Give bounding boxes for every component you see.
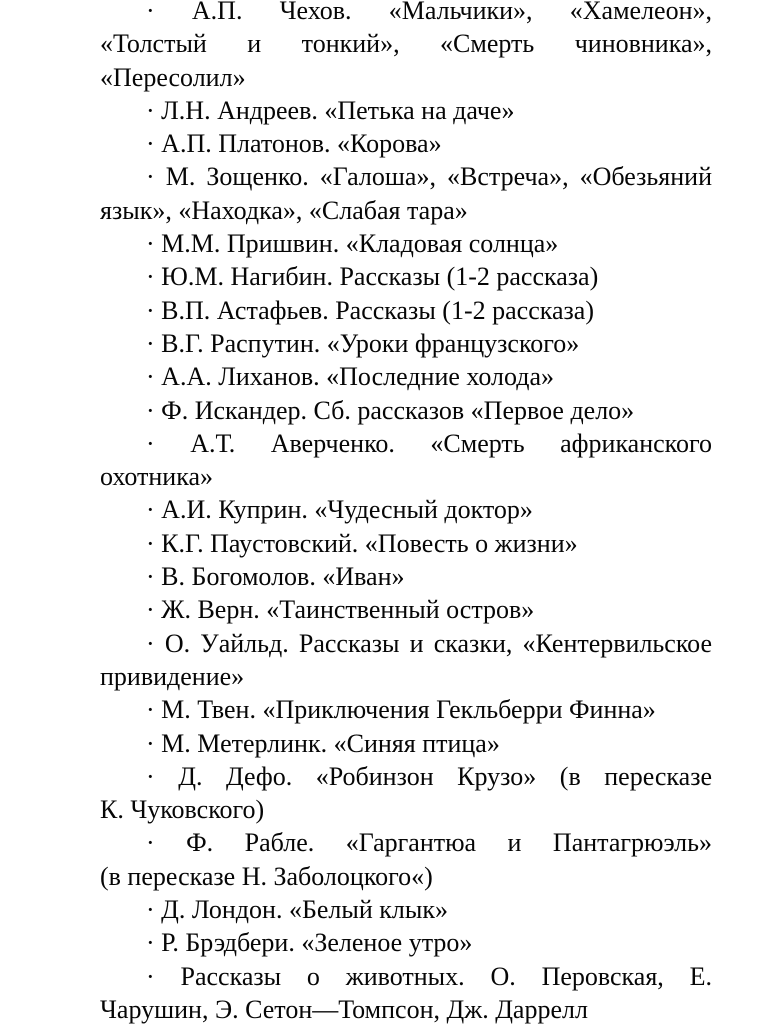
item-text: А.Т. Аверченко. «Смерть африканского — [190, 428, 712, 458]
list-item — [100, 94, 712, 127]
bullet-icon: · — [146, 362, 155, 392]
bullet-icon: · — [146, 595, 155, 625]
item-text: привидение» — [100, 661, 245, 691]
item-text: М. Метерлинк. «Синяя птица» — [161, 728, 500, 758]
list-line — [100, 27, 712, 60]
bullet-icon: · — [146, 229, 155, 259]
list-item — [100, 394, 712, 427]
bullet-icon: · — [146, 961, 155, 991]
item-text: А.А. Лиханов. «Последние холода» — [161, 362, 555, 392]
item-text: охотника» — [100, 462, 213, 492]
list-item — [100, 693, 712, 726]
list-line — [100, 593, 712, 626]
list-item — [100, 327, 712, 360]
bullet-icon: · — [146, 262, 155, 292]
item-text: М. Зощенко. «Галоша», «Встреча», «Обезьяний — [165, 162, 712, 192]
item-text: В.П. Астафьев. Рассказы (1-2 рассказа) — [161, 295, 594, 325]
list-line — [100, 360, 712, 393]
bullet-icon: · — [146, 928, 155, 958]
item-text: К.Г. Паустовский. «Повесть о жизни» — [161, 528, 578, 558]
list-line — [100, 227, 712, 260]
bullet-icon: · — [146, 628, 155, 658]
item-text: Чарушин, Э. Сетон—Томпсон, Дж. Даррелл — [100, 994, 588, 1024]
list-item — [100, 560, 712, 593]
list-item — [100, 127, 712, 160]
bullet-icon: · — [146, 129, 155, 159]
bullet-icon: · — [146, 328, 155, 358]
bullet-icon: · — [146, 295, 155, 325]
item-text: Р. Брэдбери. «Зеленое утро» — [161, 928, 473, 958]
item-text: В.Г. Распутин. «Уроки французского» — [161, 328, 580, 358]
list-item — [100, 727, 712, 760]
list-line — [100, 94, 712, 127]
item-text: Ж. Верн. «Таинственный остров» — [161, 595, 535, 625]
list-item — [100, 0, 712, 94]
list-item — [100, 527, 712, 560]
bullet-icon: · — [146, 495, 155, 525]
bullet-icon: · — [146, 895, 155, 925]
item-text: Рассказы о животных. О. Перовская, Е. — [180, 961, 712, 991]
item-text: А.П. Чехов. «Мальчики», «Хамелеон», — [191, 0, 712, 25]
item-text: Ф. Искандер. Сб. рассказов «Первое дело» — [161, 395, 635, 425]
list-item — [100, 294, 712, 327]
list-item — [100, 760, 712, 827]
bullet-icon: · — [146, 0, 155, 25]
list-line — [100, 627, 712, 660]
list-item — [100, 227, 712, 260]
list-item — [100, 160, 712, 227]
list-line — [100, 61, 712, 94]
list-line — [100, 260, 712, 293]
list-line — [100, 394, 712, 427]
bullet-icon: · — [146, 562, 155, 592]
list-item — [100, 360, 712, 393]
bullet-icon: · — [146, 695, 155, 725]
list-line — [100, 160, 712, 193]
list-line — [100, 793, 712, 826]
item-text: «Пересолил» — [100, 62, 246, 92]
list-item — [100, 427, 712, 494]
list-line — [100, 926, 712, 959]
list-item — [100, 960, 712, 1027]
bullet-icon: · — [146, 828, 155, 858]
bullet-icon: · — [146, 95, 155, 125]
bullet-icon: · — [146, 395, 155, 425]
list-line — [100, 327, 712, 360]
bullet-icon: · — [146, 761, 155, 791]
list-line — [100, 127, 712, 160]
list-line — [100, 993, 712, 1026]
item-text: язык», «Находка», «Слабая тара» — [100, 195, 468, 225]
list-line — [100, 294, 712, 327]
list-line — [100, 693, 712, 726]
list-item — [100, 893, 712, 926]
item-text: В. Богомолов. «Иван» — [161, 562, 405, 592]
list-line — [100, 527, 712, 560]
bullet-icon: · — [146, 428, 155, 458]
list-item — [100, 627, 712, 694]
item-text: Ф. Рабле. «Гаргантюа и Пантагрюэль» — [186, 828, 712, 858]
item-text: (в пересказе Н. Заболоцкого«) — [100, 861, 433, 891]
list-item — [100, 826, 712, 893]
item-text: К. Чуковского) — [100, 795, 265, 825]
item-text: Л.Н. Андреев. «Петька на даче» — [161, 95, 515, 125]
bullet-icon: · — [146, 728, 155, 758]
list-item — [100, 260, 712, 293]
list-line — [100, 960, 712, 993]
bullet-icon: · — [146, 528, 155, 558]
list-item — [100, 593, 712, 626]
list-line — [100, 826, 712, 859]
item-text: Д. Дефо. «Робинзон Крузо» (в пересказе — [178, 761, 713, 791]
list-line — [100, 760, 712, 793]
list-line — [100, 194, 712, 227]
item-text: О. Уайльд. Рассказы и сказки, «Кентервильское — [164, 628, 712, 658]
item-text: М. Твен. «Приключения Гекльберри Финна» — [161, 695, 656, 725]
list-line — [100, 727, 712, 760]
list-line — [100, 660, 712, 693]
item-text: Ю.М. Нагибин. Рассказы (1-2 рассказа) — [161, 262, 599, 292]
list-item — [100, 926, 712, 959]
list-line — [100, 460, 712, 493]
list-line — [100, 860, 712, 893]
item-text: «Толстый и тонкий», «Смерть чиновника», — [100, 29, 712, 59]
list-line — [100, 493, 712, 526]
list-line — [100, 560, 712, 593]
item-text: А.П. Платонов. «Корова» — [161, 129, 442, 159]
item-text: А.И. Куприн. «Чудесный доктор» — [161, 495, 533, 525]
list-line — [100, 427, 712, 460]
list-line — [100, 893, 712, 926]
bullet-icon: · — [146, 162, 155, 192]
list-item — [100, 493, 712, 526]
list-line — [100, 0, 712, 27]
item-text: М.М. Пришвин. «Кладовая солнца» — [161, 229, 559, 259]
item-text: Д. Лондон. «Белый клык» — [161, 895, 448, 925]
